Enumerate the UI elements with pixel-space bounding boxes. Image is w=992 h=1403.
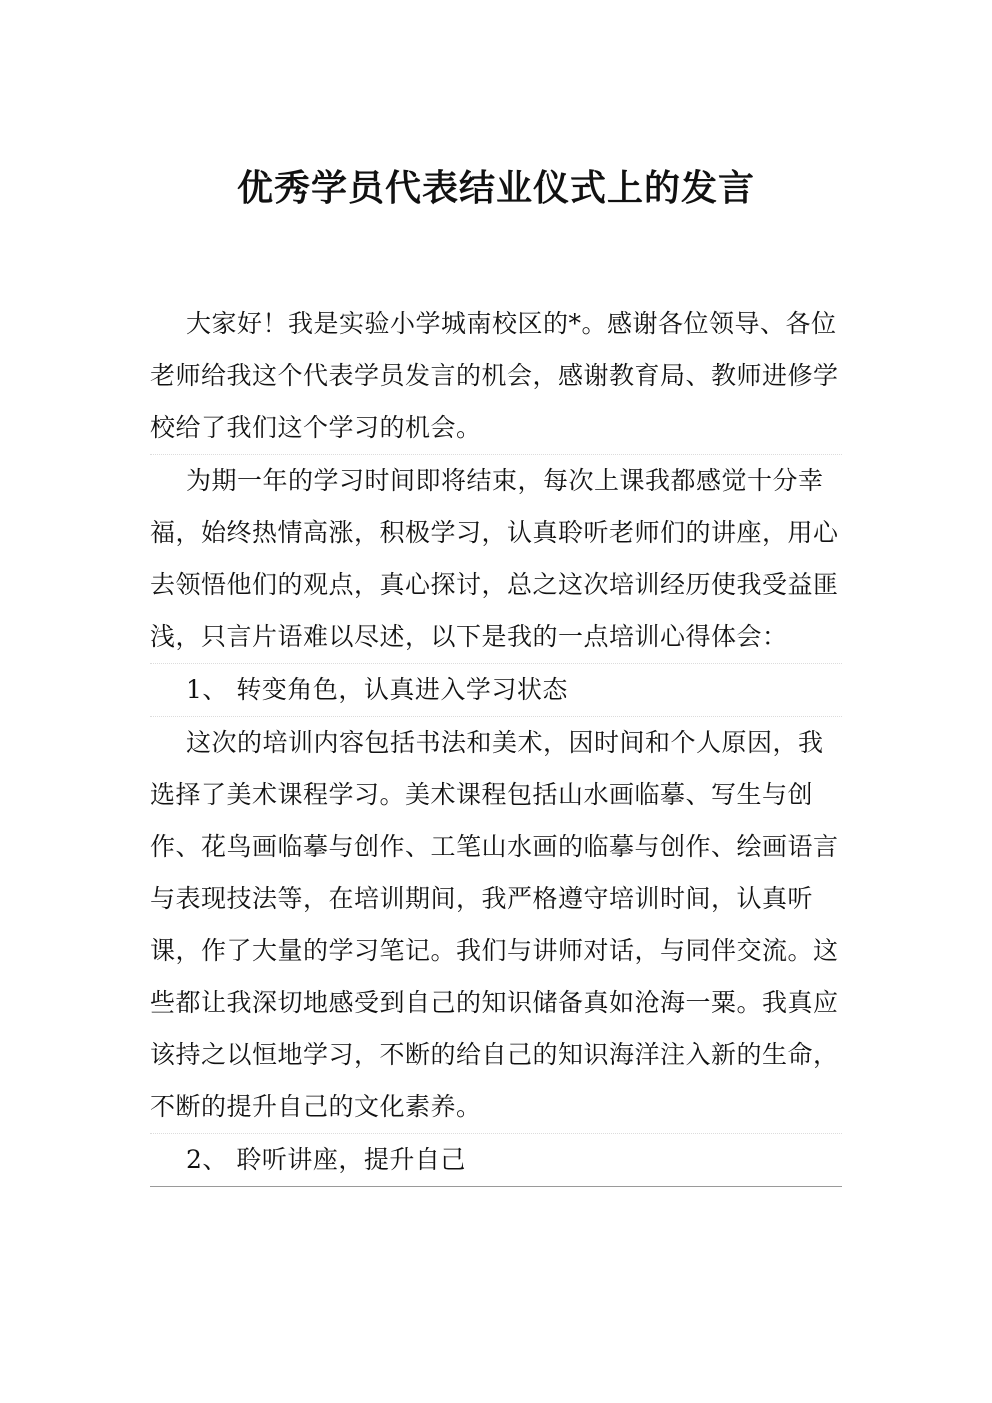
document-title: 优秀学员代表结业仪式上的发言 (236, 167, 755, 209)
section-heading-2: 2、 聆听讲座，提升自己 (150, 1134, 842, 1187)
paragraph-intro: 为期一年的学习时间即将结束，每次上课我都感觉十分幸福，始终热情高涨，积极学习，认真聆听老师们的讲座，用心去领悟他们的观点，真心探讨，总之这次培训经历使我受益匪浅，只言片语难以尽述，以下是我的一点培训心得体会： (150, 455, 842, 664)
document-body (150, 298, 842, 1187)
paragraph-greeting: 大家好！我是实验小学城南校区的*。感谢各位领导、各位老师给我这个代表学员发言的机会，感谢教育局、教师进修学校给了我们这个学习的机会。 (150, 298, 842, 455)
section-heading-1: 1、 转变角色，认真进入学习状态 (150, 664, 842, 717)
paragraph-section-1: 这次的培训内容包括书法和美术，因时间和个人原因，我选择了美术课程学习。美术课程包括山水画临摹、写生与创作、花鸟画临摹与创作、工笔山水画的临摹与创作、绘画语言与表现技法等，在培训期间，我严格遵守培训时间，认真听课，作了大量的学习笔记。我们与讲师对话，与同伴交流。这些都让我深切地感受到自己的知识储备真如沧海一粟。我真应该持之以恒地学习，不断的给自己的知识海洋注入新的生命，不断的提升自己的文化素养。 (150, 717, 842, 1134)
